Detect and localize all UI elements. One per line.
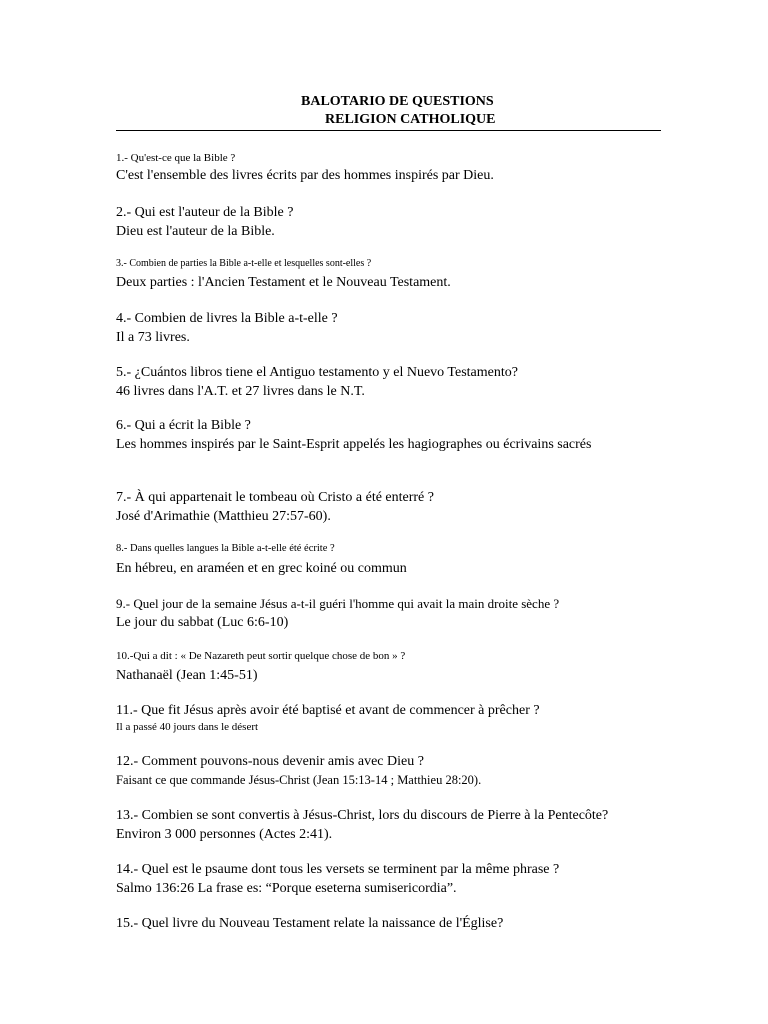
question-13: 13.- Combien se sont convertis à Jésus-Christ, lors du discours de Pierre à la Pentecôte?: [116, 808, 609, 823]
answer-8: En hébreu, en araméen et en grec koiné ou commun: [116, 561, 407, 576]
answer-9: Le jour du sabbat (Luc 6:6-10): [116, 615, 289, 630]
qa-item-6: [116, 416, 630, 454]
question-12: 12.- Comment pouvons-nous devenir amis avec Dieu ?: [116, 754, 424, 769]
document-title-line-2: RELIGION CATHOLIQUE: [325, 112, 496, 127]
qa-item-4: [116, 309, 630, 347]
answer-7: José d'Arimathie (Matthieu 27:57-60).: [116, 509, 331, 524]
qa-item-11: [116, 701, 630, 734]
qa-item-7: [116, 488, 630, 526]
answer-10: Nathanaël (Jean 1:45-51): [116, 668, 258, 683]
question-15: 15.- Quel livre du Nouveau Testament relate la naissance de l'Église?: [116, 916, 504, 931]
qa-item-5: [116, 363, 630, 401]
qa-item-1: [116, 150, 630, 185]
answer-13: Environ 3 000 personnes (Actes 2:41).: [116, 827, 333, 842]
answer-2: Dieu est l'auteur de la Bible.: [116, 224, 275, 239]
question-1: 1.- Qu'est-ce que la Bible ?: [116, 152, 236, 164]
answer-5: 46 livres dans l'A.T. et 27 livres dans le N.T.: [116, 384, 365, 399]
qa-item-14: [116, 860, 630, 898]
question-6: 6.- Qui a écrit la Bible ?: [116, 418, 251, 433]
document-title-line-1: BALOTARIO DE QUESTIONS: [301, 94, 494, 109]
question-10: 10.-Qui a dit : « De Nazareth peut sortir quelque chose de bon » ?: [116, 650, 406, 662]
question-7: 7.- À qui appartenait le tombeau où Cristo a été enterré ?: [116, 490, 434, 505]
answer-3: Deux parties : l'Ancien Testament et le Nouveau Testament.: [116, 275, 451, 290]
answer-11: Il a passé 40 jours dans le désert: [116, 721, 259, 733]
qa-item-15: [116, 914, 630, 933]
qa-item-2: [116, 203, 630, 241]
question-5: 5.- ¿Cuántos libros tiene el Antiguo testamento y el Nuevo Testamento?: [116, 365, 518, 380]
answer-6: Les hommes inspirés par le Saint-Esprit appelés les hagiographes ou écrivains sacrés: [116, 437, 592, 452]
qa-item-12: [116, 752, 630, 790]
qa-item-8: [116, 541, 630, 578]
question-9: 9.- Quel jour de la semaine Jésus a-t-il guéri l'homme qui avait la main droite sèche ?: [116, 596, 560, 611]
question-4: 4.- Combien de livres la Bible a-t-elle ?: [116, 311, 338, 326]
answer-4: Il a 73 livres.: [116, 330, 190, 345]
qa-item-13: [116, 806, 630, 844]
title-underline-rule: [116, 130, 661, 131]
qa-item-3: [116, 256, 630, 292]
question-11: 11.- Que fit Jésus après avoir été baptisé et avant de commencer à prêcher ?: [116, 703, 540, 718]
answer-12: Faisant ce que commande Jésus-Christ (Jean 15:13-14 ; Matthieu 28:20).: [116, 773, 482, 787]
answer-1: C'est l'ensemble des livres écrits par des hommes inspirés par Dieu.: [116, 168, 494, 183]
question-2: 2.- Qui est l'auteur de la Bible ?: [116, 205, 294, 220]
qa-item-10: [116, 648, 630, 685]
question-14: 14.- Quel est le psaume dont tous les versets se terminent par la même phrase ?: [116, 862, 560, 877]
answer-14: Salmo 136:26 La frase es: “Porque eseterna sumisericordia”.: [116, 881, 457, 896]
qa-item-9: [116, 594, 630, 632]
question-3: 3.- Combien de parties la Bible a-t-elle et lesquelles sont-elles ?: [116, 258, 372, 269]
question-8: 8.- Dans quelles langues la Bible a-t-elle été écrite ?: [116, 543, 335, 554]
